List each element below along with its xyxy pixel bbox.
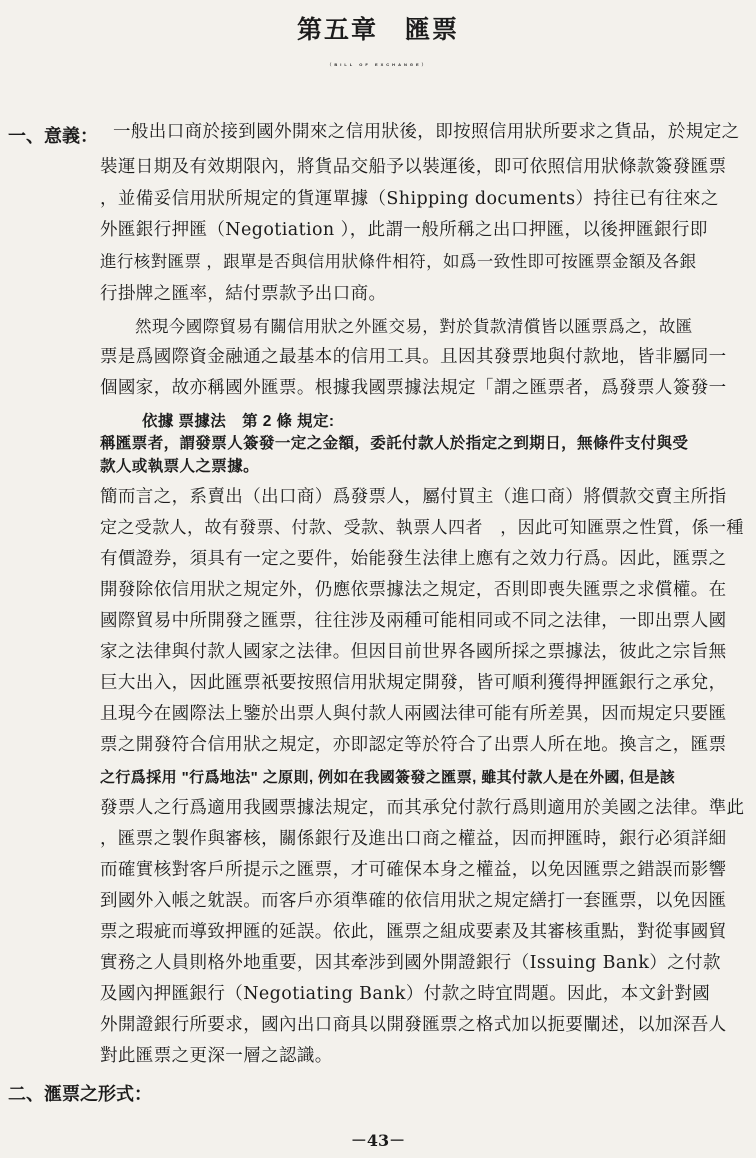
body-line: 定之受款人，故有發票、付款、受款、執票人四者 ，因此可知匯票之性質，係一種 <box>100 518 744 538</box>
body-line: 票之瑕疵而導致押匯的延誤。依此，匯票之組成要素及其審核重點，對從事國貿 <box>100 922 727 942</box>
body-line: 開發除依信用狀之規定外，仍應依票據法之規定，否則即喪失匯票之求償權。在 <box>100 580 727 600</box>
body-line: 且現今在國際法上鑒於出票人與付款人兩國法律可能有所差異，因而規定只要匯 <box>100 704 727 724</box>
body-line: 國際貿易中所開發之匯票，往往涉及兩種可能相同或不同之法律，一即出票人國 <box>100 611 727 631</box>
body-line: 有價證券，須具有一定之要件，始能發生法律上應有之效力行爲。因此，匯票之 <box>100 549 727 569</box>
body-line: 然現今國際貿易有關信用狀之外匯交易，對於貨款清償皆以匯票爲之，故匯 <box>135 318 693 336</box>
body-line: 外匯銀行押匯（Negotiation ），此謂一般所稱之出口押匯，以後押匯銀行即 <box>100 220 708 240</box>
body-line: 票之開發符合信用狀之規定，亦即認定等於符合了出票人所在地。換言之，匯票 <box>100 735 727 755</box>
law-citation: 依據 票據法 第 2 條 規定: <box>142 413 335 430</box>
body-line: 發票人之行爲適用我國票據法規定，而其承兌付款行爲則適用於美國之法律。準此 <box>100 798 745 818</box>
body-line: 之行爲採用 "行爲地法" 之原則, 例如在我國簽發之匯票, 雖其付款人是在外國, 但是該 <box>100 769 676 786</box>
law-text-line: 稱匯票者，謂發票人簽發一定之金額，委託付款人於指定之到期日，無條件支付與受 <box>100 435 689 452</box>
body-line: 而確實核對客戶所提示之匯票，才可確保本身之權益，以免因匯票之錯誤而影響 <box>100 860 727 880</box>
body-line: 一般出口商於接到國外開來之信用狀後，即按照信用狀所要求之貨品，於規定之 <box>113 122 740 142</box>
section-heading-meaning: 一、意義： <box>8 126 98 147</box>
page-number: －43－ <box>350 1131 406 1150</box>
law-text-line: 款人或執票人之票據。 <box>100 458 260 475</box>
chapter-subtitle: （BILL OF EXCHANGE） <box>327 62 429 67</box>
chapter-title: 第五章 匯票 <box>296 15 459 44</box>
body-line: 到國外入帳之躭誤。而客戶亦須準確的依信用狀之規定繕打一套匯票，以免因匯 <box>100 891 727 911</box>
body-line: 進行核對匯票 ，跟單是否與信用狀條件相符，如爲一致性即可按匯票金額及各銀 <box>100 253 697 271</box>
body-line: 實務之人員則格外地重要，因其牽涉到國外開證銀行（Issuing Bank）之付款 <box>100 953 721 973</box>
body-line: ，匯票之製作與審核，關係銀行及進出口商之權益，因而押匯時，銀行必須詳細 <box>100 829 727 849</box>
body-line: 票是爲國際資金融通之最基本的信用工具。且因其發票地與付款地，皆非屬同一 <box>100 347 727 367</box>
body-line: 家之法律與付款人國家之法律。但因目前世界各國所採之票據法，彼此之宗旨無 <box>100 642 727 662</box>
body-line: 外開證銀行所要求，國內出口商具以開發匯票之格式加以扼要闡述，以加深吾人 <box>100 1015 727 1035</box>
body-line: ，並備妥信用狀所規定的貨運單據（Shipping documents）持往已有往來之 <box>100 189 719 209</box>
section-heading-forms: 二、滙票之形式： <box>8 1084 152 1105</box>
body-line: 簡而言之，系賣出（出口商）爲發票人，屬付買主（進口商）將價款交賣主所指 <box>100 487 727 507</box>
body-line: 個國家，故亦稱國外匯票。根據我國票據法規定「謂之匯票者，爲發票人簽發一 <box>100 378 727 398</box>
body-line: 對此匯票之更深一層之認識。 <box>100 1046 333 1066</box>
body-line: 裝運日期及有效期限內，將貨品交船予以裝運後，即可依照信用狀條款簽發匯票 <box>100 157 727 177</box>
body-line: 巨大出入，因此匯票祇要按照信用狀規定開發，皆可順利獲得押匯銀行之承兌， <box>100 673 727 693</box>
body-line: 及國內押匯銀行（Negotiating Bank）付款之時宜問題。因此，本文針對國 <box>100 984 711 1004</box>
body-line: 行掛牌之匯率，結付票款予出口商。 <box>100 284 387 304</box>
